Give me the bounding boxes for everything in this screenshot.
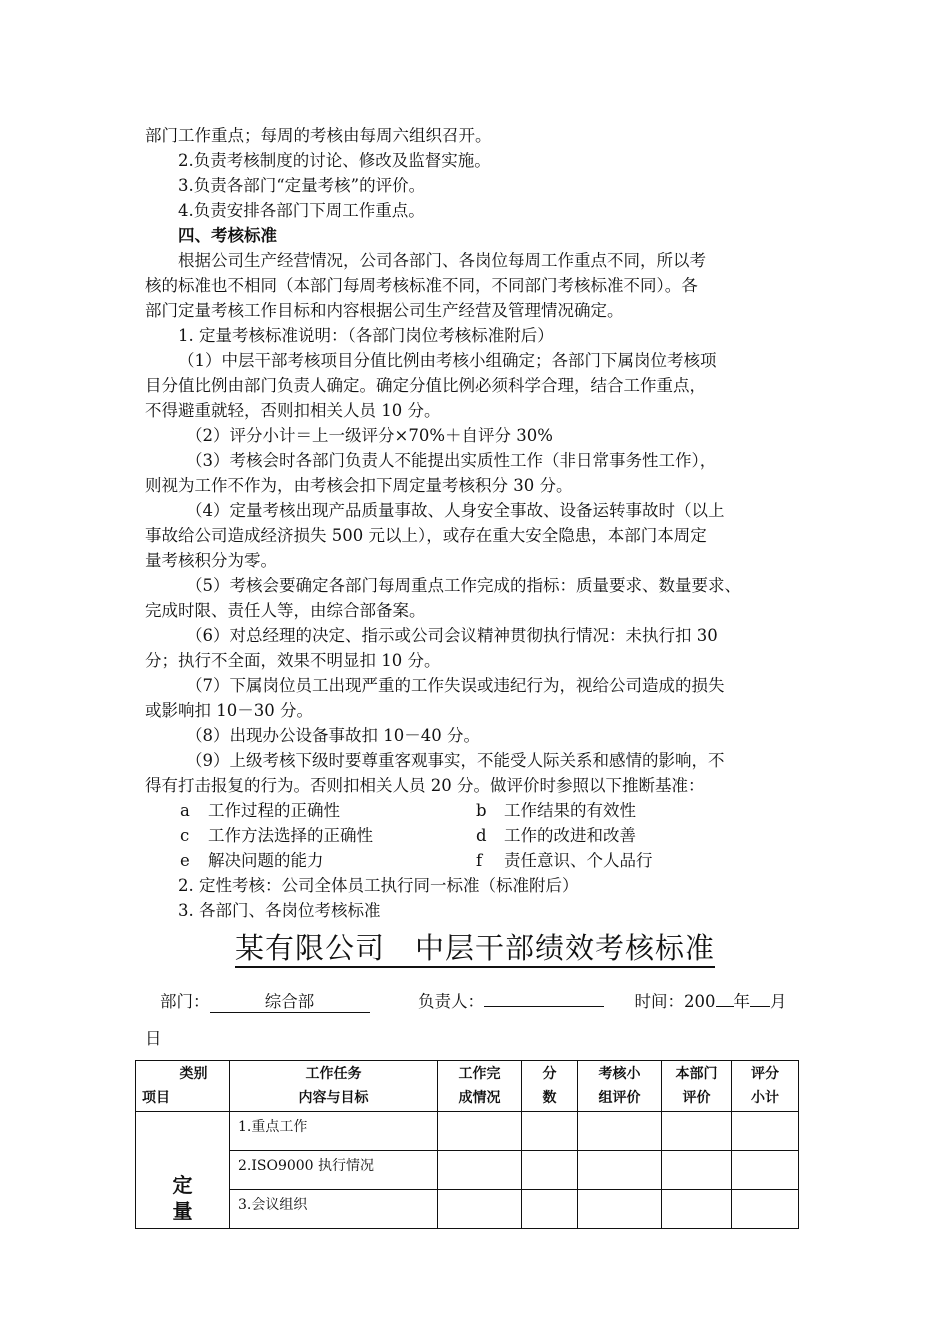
criteria-letter: b <box>476 801 487 820</box>
criteria-item <box>476 824 636 848</box>
text-line: 目分值比例由部门负责人确定。确定分值比例必须科学合理，结合工作重点， <box>145 376 706 395</box>
text-line: 分；执行不全面，效果不明显扣 10 分。 <box>145 651 441 670</box>
criteria-text: 工作的改进和改善 <box>504 826 636 845</box>
category-cell: 定 量 <box>136 1112 230 1229</box>
header-group-eval: 考核小 组评价 <box>578 1061 662 1112</box>
score-cell[interactable] <box>522 1112 578 1151</box>
text-line: （8）出现办公设备事故扣 10－40 分。 <box>186 726 480 745</box>
text-line: 得有打击报复的行为。否则扣相关人员 20 分。做评价时参照以下推断基准： <box>145 776 705 795</box>
text-line: 事故给公司造成经济损失 500 元以上），或存在重大安全隐患，本部门本周定 <box>145 526 707 545</box>
header-category: 类别 项目 <box>136 1061 230 1112</box>
table-row <box>136 1151 799 1190</box>
text-line: （2）评分小计＝上一级评分×70%＋自评分 30% <box>186 426 553 445</box>
completion-cell[interactable] <box>438 1151 522 1190</box>
criteria-letter: e <box>180 851 190 870</box>
owner-value <box>484 1006 604 1007</box>
criteria-text: 工作过程的正确性 <box>208 801 340 820</box>
assessment-table <box>135 1060 799 1229</box>
criteria-text: 工作方法选择的正确性 <box>208 826 373 845</box>
completion-cell[interactable] <box>438 1190 522 1229</box>
owner-label: 负责人： <box>418 992 484 1011</box>
score-cell[interactable] <box>522 1190 578 1229</box>
group-eval-cell[interactable] <box>578 1112 662 1151</box>
text-line: 2.负责考核制度的讨论、修改及监督实施。 <box>178 151 491 170</box>
dept-label: 部门： <box>160 992 210 1011</box>
text-line: （5）考核会要确定各部门每周重点工作完成的指标：质量要求、数量要求、 <box>186 576 741 595</box>
header-fields <box>160 990 787 1014</box>
criteria-letter: d <box>476 826 487 845</box>
dept-eval-cell[interactable] <box>662 1190 732 1229</box>
dept-eval-cell[interactable] <box>662 1151 732 1190</box>
criteria-letter: f <box>476 851 483 870</box>
group-eval-cell[interactable] <box>578 1190 662 1229</box>
text-line: （3）考核会时各部门负责人不能提出实质性工作（非日常事务性工作）， <box>186 451 717 470</box>
text-line: 2. 定性考核：公司全体员工执行同一标准（标准附后） <box>178 876 579 895</box>
text-line: （4）定量考核出现产品质量事故、人身安全事故、设备运转事故时（以上 <box>186 501 725 520</box>
task-cell: 3.会议组织 <box>230 1190 438 1229</box>
header-dept-eval: 本部门 评价 <box>662 1061 732 1112</box>
text-line: 部门定量考核工作目标和内容根据公司生产经营及管理情况确定。 <box>145 301 624 320</box>
text-line: 不得避重就轻，否则扣相关人员 10 分。 <box>145 401 441 420</box>
completion-cell[interactable] <box>438 1112 522 1151</box>
subtotal-cell[interactable] <box>732 1112 799 1151</box>
score-cell[interactable] <box>522 1151 578 1190</box>
criteria-text: 责任意识、个人品行 <box>504 851 653 870</box>
text-line: 1. 定量考核标准说明：（各部门岗位考核标准附后） <box>178 326 554 345</box>
table-title: 某有限公司 中层干部绩效考核标准 <box>0 928 950 968</box>
subtotal-cell[interactable] <box>732 1151 799 1190</box>
text-line: 3.负责各部门“定量考核”的评价。 <box>178 176 426 195</box>
text-line: 4.负责安排各部门下周工作重点。 <box>178 201 425 220</box>
text-line: （1）中层干部考核项目分值比例由考核小组确定；各部门下属岗位考核项 <box>178 351 717 370</box>
dept-value: 综合部 <box>210 992 370 1013</box>
text-line: 核的标准也不相同（本部门每周考核标准不同，不同部门考核标准不同）。各 <box>145 276 698 295</box>
task-cell: 1.重点工作 <box>230 1112 438 1151</box>
table-row <box>136 1112 799 1151</box>
criteria-item <box>180 824 373 848</box>
table-header-row <box>136 1061 799 1112</box>
criteria-item <box>180 799 340 823</box>
year-label: 年 <box>733 992 750 1011</box>
text-line: 根据公司生产经营情况，公司各部门、各岗位每周工作重点不同，所以考 <box>178 251 706 270</box>
text-line: 或影响扣 10－30 分。 <box>145 701 313 720</box>
header-subtotal: 评分 小计 <box>732 1061 799 1112</box>
day-label: 日 <box>145 1029 162 1048</box>
text-line: 完成时限、责任人等，由综合部备案。 <box>145 601 426 620</box>
criteria-item <box>476 799 636 823</box>
criteria-text: 工作结果的有效性 <box>504 801 636 820</box>
text-line: 则视为工作不作为，由考核会扣下周定量考核积分 30 分。 <box>145 476 573 495</box>
month-blank <box>750 1006 770 1007</box>
group-eval-cell[interactable] <box>578 1151 662 1190</box>
text-line: 部门工作重点；每周的考核由每周六组织召开。 <box>145 126 492 145</box>
text-line: （9）上级考核下级时要尊重客观事实，不能受人际关系和感情的影响，不 <box>186 751 725 770</box>
month-label: 月 <box>770 992 787 1011</box>
criteria-letter: a <box>180 801 190 820</box>
criteria-text: 解决问题的能力 <box>208 851 324 870</box>
dept-eval-cell[interactable] <box>662 1112 732 1151</box>
criteria-item <box>180 849 324 873</box>
table-row <box>136 1190 799 1229</box>
criteria-letter: c <box>180 826 190 845</box>
text-line: 3. 各部门、各岗位考核标准 <box>178 901 381 920</box>
header-score: 分 数 <box>522 1061 578 1112</box>
task-cell: 2.ISO9000 执行情况 <box>230 1151 438 1190</box>
text-line: （6）对总经理的决定、指示或公司会议精神贯彻执行情况：未执行扣 30 <box>186 626 718 645</box>
text-line: 量考核积分为零。 <box>145 551 277 570</box>
section-heading: 四、考核标准 <box>178 226 277 245</box>
subtotal-cell[interactable] <box>732 1190 799 1229</box>
year-blank <box>716 1006 734 1007</box>
header-completion: 工作完 成情况 <box>438 1061 522 1112</box>
time-label: 时间：200 <box>634 992 716 1011</box>
criteria-item <box>476 849 653 873</box>
text-line: （7）下属岗位员工出现严重的工作失误或违纪行为，视给公司造成的损失 <box>186 676 725 695</box>
header-task: 工作任务 内容与目标 <box>230 1061 438 1112</box>
